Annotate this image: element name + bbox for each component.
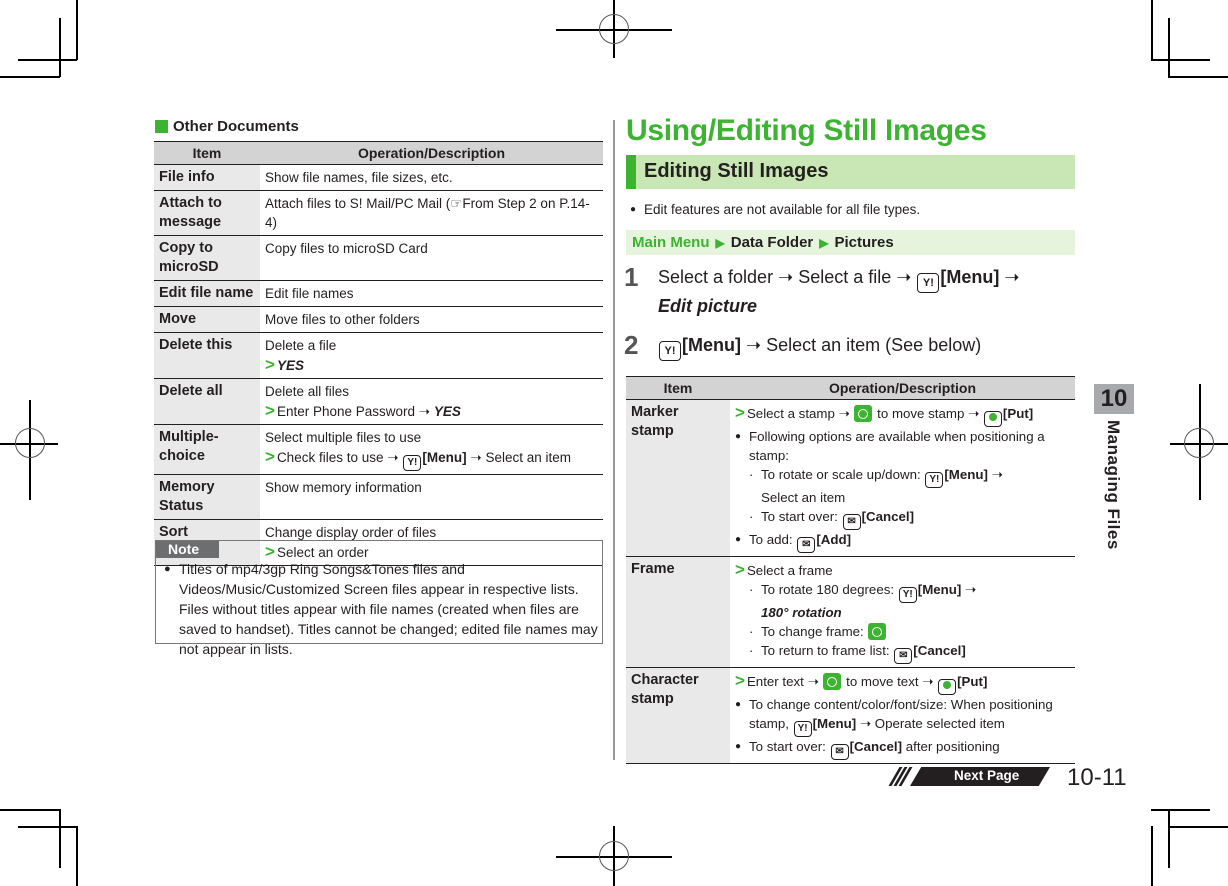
mail-key-icon: ✉ — [843, 514, 861, 530]
next-page-banner[interactable]: Next Page — [890, 767, 1060, 786]
yahoo-key-icon: Y! — [925, 472, 943, 488]
triangle-right-icon: ▶ — [715, 236, 725, 250]
arrow-right-icon: ➝ — [746, 335, 762, 355]
table-row: File info Show file names, file sizes, etc. — [154, 165, 603, 191]
note-tag: Note — [156, 541, 219, 558]
menu-path: Main Menu ▶ Data Folder ▶ Pictures — [626, 230, 1075, 255]
arrow-right-icon: ➝ — [991, 467, 1003, 482]
arrow-right-icon: ➝ — [965, 582, 977, 597]
intro-bullet: ● Edit features are not available for all file types. — [630, 202, 920, 217]
table-row: Edit file name Edit file names — [154, 281, 603, 307]
table-header: Item Operation/Description — [626, 377, 1075, 400]
step-arrow-icon: > — [735, 671, 745, 690]
column-divider — [613, 120, 615, 760]
arrow-right-icon: ➝ — [470, 450, 482, 465]
table-row: Character stamp > Enter text ➝ to move text ➝ [Put] ● To change content/color/font/size: When positioning stamp, Y! [Menu] ➝ Operate selected item ● To start over: ✉ [Cancel] after positioning — [626, 668, 1075, 764]
chapter-label: Managing Files — [1104, 420, 1123, 550]
arrow-right-icon: ➝ — [418, 404, 431, 419]
step-1: 1 Select a folder ➝ Select a file ➝ Y! [Menu] ➝ Edit picture — [624, 262, 1020, 316]
table-row: Multiple-choice Select multiple files to use > Check files to use ➝ Y! [Menu] ➝ Select an item — [154, 425, 603, 475]
yahoo-key-icon: Y! — [403, 455, 421, 471]
subsection-bar — [626, 155, 1075, 189]
section-heading: Other Documents — [155, 118, 299, 135]
mail-key-icon: ✉ — [831, 744, 849, 760]
table-header: Item Operation/Description — [154, 142, 603, 165]
step-2: 2 Y! [Menu] ➝ Select an item (See below) — [624, 330, 982, 360]
yahoo-key-icon: Y! — [917, 273, 939, 293]
arrow-right-icon: ➝ — [838, 406, 850, 421]
triangle-right-icon: ▶ — [819, 236, 829, 250]
table-row: Delete this Delete a file > YES — [154, 333, 603, 379]
arrow-right-icon: ➝ — [387, 450, 399, 465]
step-arrow-icon: > — [265, 401, 275, 420]
table-row: Copy to microSD Copy files to microSD Card — [154, 236, 603, 281]
chapter-number-tab: 10 — [1094, 384, 1134, 414]
multi-selector-icon — [868, 623, 886, 640]
subsection-title: Editing Still Images — [644, 160, 829, 182]
table-row: Frame > Select a frame · To rotate 180 degrees: Y! [Menu] ➝ 180° rotation · To change frame: · To return to frame list: ✉ [Cancel] — [626, 557, 1075, 668]
center-key-icon — [984, 411, 1002, 427]
other-documents-table — [154, 141, 603, 566]
arrow-right-icon: ➝ — [968, 406, 980, 421]
yahoo-key-icon: Y! — [794, 721, 812, 737]
edit-items-table — [626, 376, 1075, 764]
arrow-right-icon: ➝ — [896, 267, 912, 287]
center-key-icon — [938, 679, 956, 695]
step-arrow-icon: > — [265, 447, 275, 466]
arrow-right-icon: ➝ — [859, 716, 872, 731]
green-square-icon — [155, 120, 168, 133]
table-row: Memory Status Show memory information — [154, 475, 603, 520]
table-row: Attach to message Attach files to S! Mail/PC Mail (☞From Step 2 on P.14-4) — [154, 191, 603, 236]
step-arrow-icon: > — [265, 355, 275, 374]
step-arrow-icon: > — [735, 560, 745, 579]
note-box — [155, 540, 603, 657]
arrow-right-icon: ➝ — [778, 267, 794, 287]
table-row: Move Move files to other folders — [154, 307, 603, 333]
yahoo-key-icon: Y! — [659, 341, 681, 361]
yahoo-key-icon: Y! — [899, 587, 917, 603]
step-arrow-icon: > — [735, 403, 745, 422]
table-row: Marker stamp > Select a stamp ➝ to move stamp ➝ [Put] ● Following options are available when positioning a stamp: · To rotate or scale up/down: Y! [Menu] ➝ Select an item · To start over: ✉ [Cancel] ● To add: ✉ [Add] — [626, 400, 1075, 557]
table-row: Delete all Delete all files > Enter Phone Password ➝ YES — [154, 379, 603, 425]
arrow-right-icon: ➝ — [807, 674, 819, 689]
mail-key-icon: ✉ — [797, 537, 815, 553]
arrow-right-icon: ➝ — [922, 674, 934, 689]
page-title: Using/Editing Still Images — [626, 114, 987, 147]
multi-selector-icon — [823, 673, 841, 690]
table-row: Sort Change display order of files > Select an order — [154, 520, 603, 566]
note-text: ● Titles of mp4/3gp Ring Songs&Tones files and Videos/Music/Customized Screen files appear in respective lists. Files without titles appear with file names (created when files are saved to handset). Titles cannot be changed; edited file names may not appear in lists. — [164, 559, 600, 659]
arrow-right-icon: ➝ — [1004, 267, 1020, 287]
step-arrow-icon: > — [265, 542, 275, 561]
mail-key-icon: ✉ — [894, 648, 912, 664]
multi-selector-icon — [854, 405, 872, 422]
page-number: 10-11 — [1067, 764, 1127, 791]
